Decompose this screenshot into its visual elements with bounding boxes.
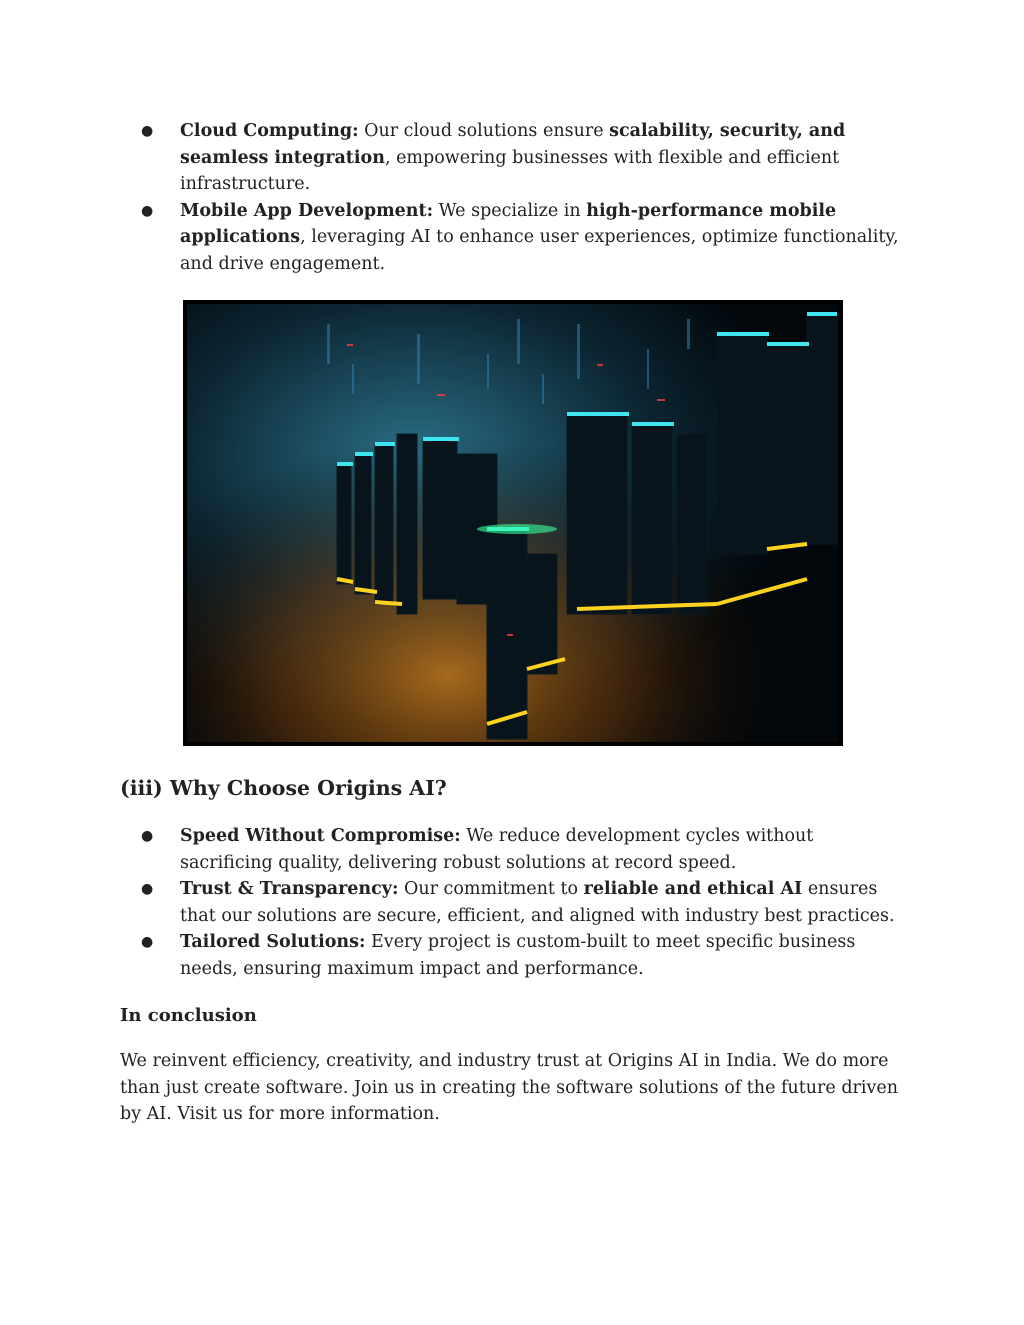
item-text: , empowering businesses with flexible and efficient infrastructure. — [180, 147, 840, 194]
why-list — [120, 823, 910, 982]
item-text: ensures that our solutions are secure, efficient, and aligned with industry best practices. — [180, 879, 895, 926]
item-emphasis: high-performance mobile applications — [180, 200, 837, 247]
item-title: Mobile App Development: — [180, 200, 434, 221]
conclusion-heading: In conclusion — [120, 1005, 257, 1026]
server-blocks-illustration-icon — [187, 304, 839, 742]
bullet-icon: ● — [141, 934, 154, 950]
bullet-icon: ● — [141, 828, 154, 844]
list-item — [120, 929, 910, 982]
item-title: Cloud Computing: — [180, 121, 359, 141]
services-list — [120, 118, 910, 277]
item-text: Every project is custom-built to meet specific business needs, ensuring maximum impact and performance. — [180, 932, 856, 979]
item-text: , leveraging AI to enhance user experiences, optimize functionality, and drive engagement. — [180, 227, 899, 274]
item-text: We reduce development cycles without sacrificing quality, delivering robust solutions at record speed. — [180, 826, 814, 873]
item-title: Tailored Solutions: — [180, 932, 366, 952]
item-title: Speed Without Compromise: — [180, 826, 461, 846]
bullet-icon: ● — [141, 881, 154, 897]
item-text: We specialize in — [433, 200, 587, 221]
item-text: Our cloud solutions ensure — [358, 121, 610, 141]
conclusion-paragraph: We reinvent efficiency, creativity, and industry trust at Origins AI in India. We do more than just create software. Join us in creating the software solutions of the future driven by AI. Visit us for more information. — [120, 1051, 899, 1124]
why-heading: (iii) Why Choose Origins AI? — [120, 776, 447, 800]
item-emphasis: reliable and ethical AI — [583, 879, 803, 899]
list-item — [120, 198, 910, 278]
item-emphasis: scalability, security, and seamless integration — [180, 121, 846, 168]
server-illustration-image — [183, 300, 843, 746]
list-item — [120, 823, 910, 876]
item-text: Our commitment to — [398, 879, 584, 899]
list-item — [120, 118, 910, 198]
bullet-icon: ● — [141, 123, 154, 139]
bullet-icon: ● — [141, 202, 154, 219]
list-item — [120, 876, 910, 929]
item-title: Trust & Transparency: — [180, 879, 399, 899]
